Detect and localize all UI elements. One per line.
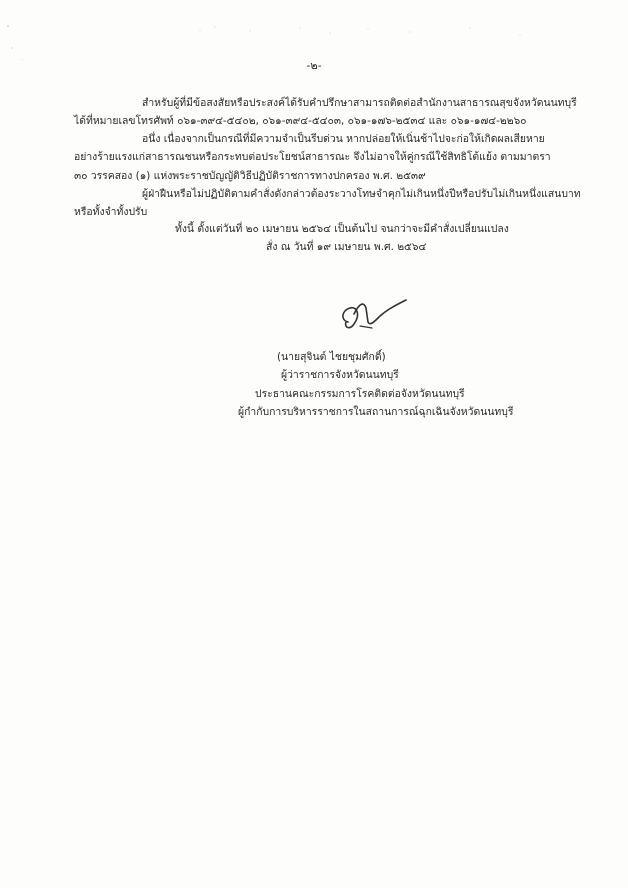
effective-date-line: ทั้งนี้ ตั้งแต่วันที่ ๒๐ เมษายน ๒๕๖๔ เป็นต้นไป จนกว่าจะมีคำสั่งเปลี่ยนแปลง [175,223,509,235]
body-line-5: ๓๐ วรรคสอง (๑) แห่งพระราชบัญญัติวิธีปฏิบัติราชการทางปกครอง พ.ศ. ๒๕๓๙ [74,170,426,182]
handwritten-signature [330,292,420,337]
body-line-7: หรือทั้งจำทั้งปรับ [74,206,148,218]
body-line-1: สำหรับผู้ที่มีข้อสงสัยหรือประสงค์ได้รับคำปรึกษาสามารถติดต่อสำนักงานสาธารณสุขจังหวัดนนทบุรี [142,97,577,109]
scan-artifacts [0,0,628,60]
order-date-line: สั่ง ณ วันที่ ๑๙ เมษายน พ.ศ. ๒๕๖๔ [266,241,427,253]
signer-position-committee-chair: ประธานคณะกรรมการโรคติดต่อจังหวัดนนทบุรี [255,388,465,400]
page-number: -๒- [306,59,322,72]
signer-name: (นายสุจินต์ ไชยชุมศักดิ์) [277,351,386,363]
body-line-6: ผู้ฝ่าฝืนหรือไม่ปฏิบัติตามคำสั่งดังกล่าวต้องระวางโทษจำคุกไม่เกินหนึ่งปีหรือปรับไม่เกินหนึ่งแสนบาท [142,188,581,200]
body-line-4: อย่างร้ายแรงแก่สาธารณชนหรือกระทบต่อประโยชน์สาธารณะ จึงไม่อาจให้คู่กรณีใช้สิทธิโต้แย้ง ตามมาตรา [74,151,551,163]
body-line-2: ได้ที่หมายเลขโทรศัพท์ ๐๖๑-๓๙๔-๕๔๐๒, ๐๖๑-๓๙๔-๕๔๐๓, ๐๖๑-๑๗๖-๒๕๓๔ และ ๐๖๑-๑๗๔-๒๒๖๐ [74,115,527,127]
signer-position-governor: ผู้ว่าราชการจังหวัดนนทบุรี [281,369,399,381]
body-line-3: อนึ่ง เนื่องจากเป็นกรณีที่มีความจำเป็นรีบด่วน หากปล่อยให้เนิ่นช้าไปจะก่อให้เกิดผลเสียหาย [142,133,545,145]
signer-position-emergency-director: ผู้กำกับการบริหารราชการในสถานการณ์ฉุกเฉินจังหวัดนนทบุรี [238,406,514,418]
